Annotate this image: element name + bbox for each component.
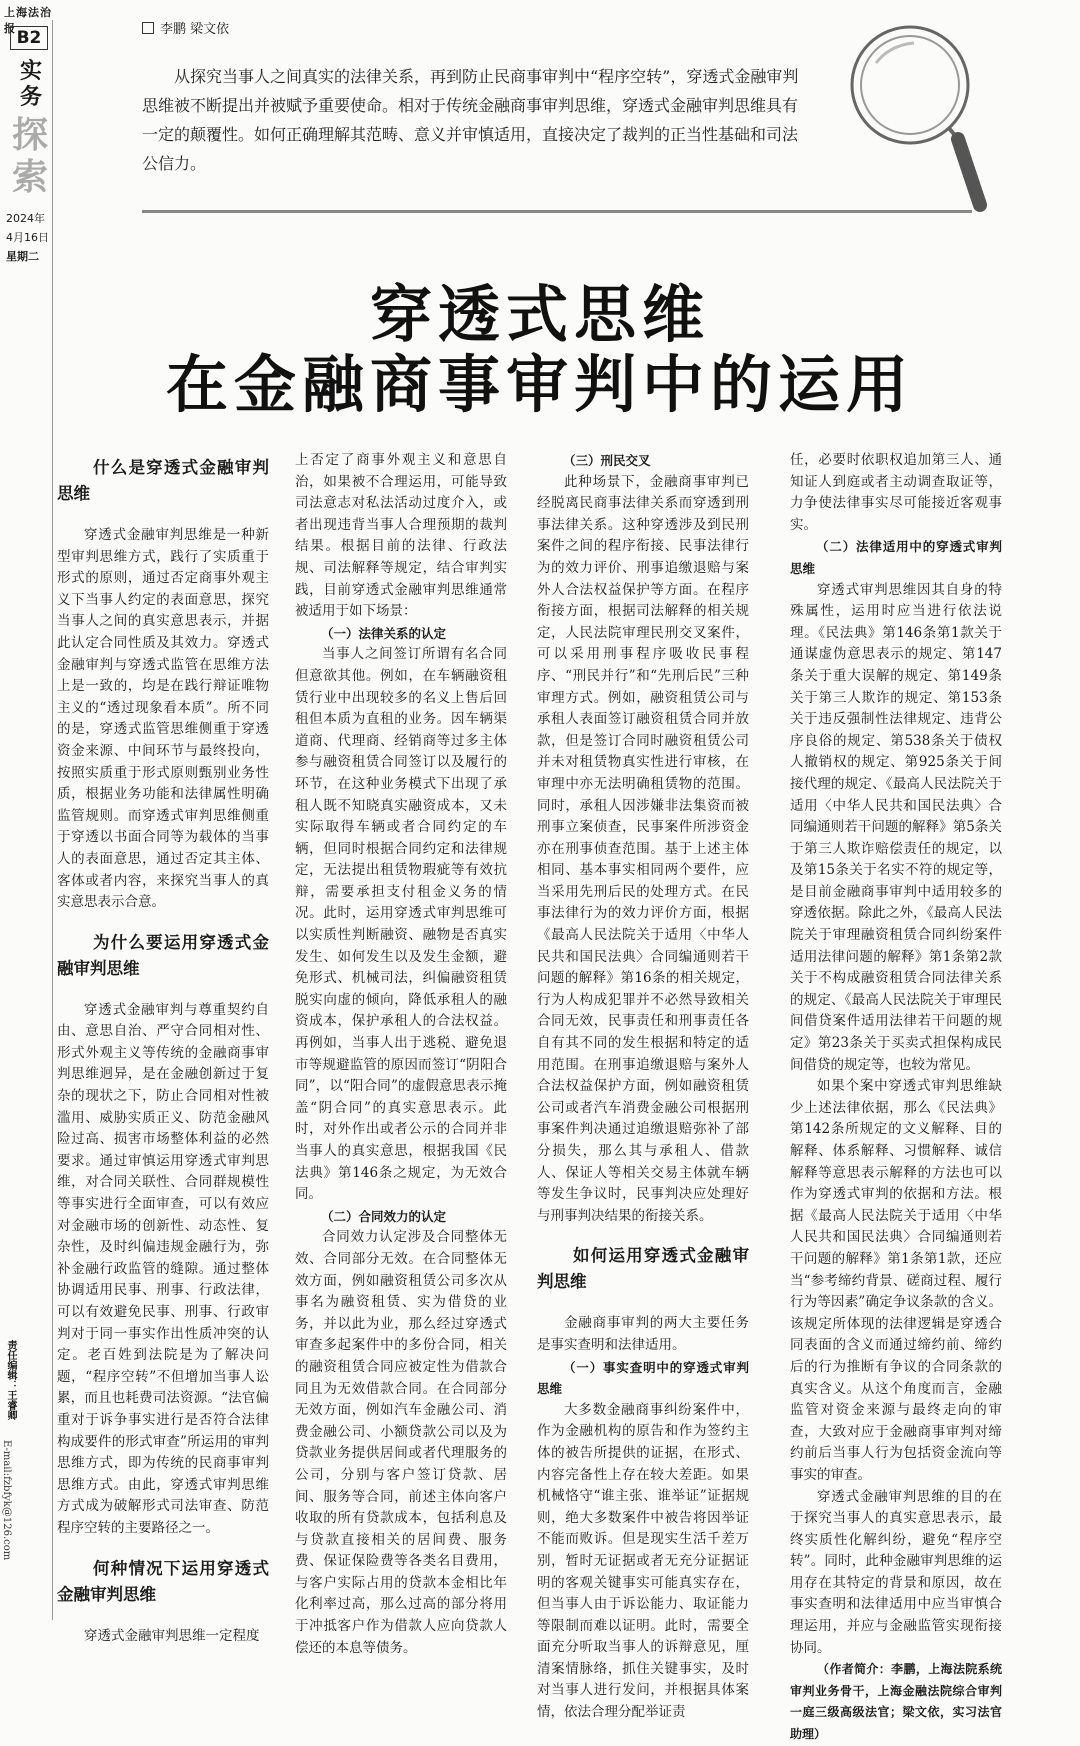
headline-line1: 穿透式思维 <box>369 278 710 351</box>
column-2 <box>295 450 507 1659</box>
rail-divider <box>52 20 53 1620</box>
paragraph: 此种场景下，金融商事审判已经脱离民商事法律关系而穿透到刑事法律关系。这种穿透涉及到民刑案件之间的程序衔接、民事法律行为的效力评价、刑事追缴退赔与案外人合法权益保护等方面。在程序衔接方面，根据司法解释的相关规定，人民法院审理民刑交叉案件，可以采用刑事程序吸收民事程序、“刑民并行”和“先刑后民”三种审理方式。例如，融资租赁公司与承租人表面签订融资租赁合同并放款，但是签订合同时融资租赁公司并未对租赁物真实性进行审核，在审理中亦无法明确租赁物的范围。同时，承租人因涉嫌非法集资而被刑事立案侦查，民事案件所涉资金亦在刑事侦查范围。基于上述主体相同、基本事实相同两个要件，应当采用先刑后民的处理方式。在民事法律行为的效力评价方面，根据《最高人民法院关于适用〈中华人民共和国民法典〉合同编通则若干问题的解释》第16条的相关规定，行为人构成犯罪并不必然导致相关合同无效，民事责任和刑事责任各自有其不同的发生根据和特定的适用范围。在刑事追缴退赔与案外人合法权益保护方面，例如融资租赁公司或者汽车消费金融公司根据刑事案件判决通过追缴退赔弥补了部分损失，那么其与承租人、借款人、保证人等相关交易主体就车辆等发生争议时，民事判决应处理好与刑事判决结果的衔接关系。 <box>537 473 749 1224</box>
author-bio: （作者简介：李鹏，上海法院系统审判业务骨干，上海金融法院综合审判一庭三级高级法官；梁文依，实习法官助理） <box>790 1662 1002 1742</box>
masthead: 上海法治报 <box>4 6 52 35</box>
paragraph: 穿透式金融审判与尊重契约自由、意思自治、严守合同相对性、形式外观主义等传统的金融商事审判思维迥异，是在金融创新过于复杂的现状之下，防止合同相对性被滥用、威胁实质正义、防范金融风险过高、损害市场整体利益的必然要求。通过审慎运用穿透式审判思维，对合同关联性、合同群规模性等事实进行全面审查，可以有效应对金融市场的创新性、动态性、复杂性，及时纠偏违规金融行为，弥补金融行政监管的缝隙。通过整体协调适用民事、刑事、行政法律，可以有效避免民事、刑事、行政审判对于同一事实作出性质冲突的认定。老百姓到法院是为了解决问题，“程序空转”不但增加当事人讼累，而且也耗费司法资源。“法官偏重对于诉争事实进行是否符合法律构成要件的形式审查”所运用的审判思维方式，即为传统的民商事审判思维方式。由此，穿透式审判思维方式成为破解形式司法审查、防范程序空转的主要路径之一。 <box>57 1001 269 1536</box>
section-label: 实务 <box>20 58 43 110</box>
paragraph: 当事人之间签订所谓有名合同但意欲其他。例如，在车辆融资租赁行业中出现较多的名义上售后回租但本质为直租的业务。因车辆渠道商、代理商、经销商等过多主体参与融资租赁合同签订以及履行的环节，在这种业务模式下出现了承租人既不知晓真实融资成本，又未实际取得车辆或者合同约定的车辆，但同时根据合同约定和法律规定，无法提出租赁物瑕疵等有效抗辩，需要承担支付租金义务的情况。此时，运用穿透式审判思维可以实质性判断融资、融物是否真实发生、如何发生以及发生金额，避免形式、机械司法，纠偏融资租赁脱实向虚的倾向，降低承租人的融资成本，保护承租人的合法权益。再例如，当事人出于逃税、避免退市等规避监管的原因而签订“阴阳合同”，以“阳合同”的虚假意思表示掩盖“阴合同”的真实意思表示。此时，对外作出或者公示的合同并非当事人的真实意思，根据我国《民法典》第146条之规定，为无效合同。 <box>295 646 507 1203</box>
paragraph: 如果个案中穿透式审判思维缺少上述法律依据，那么《民法典》第142条所规定的文义解释、目的解释、体系解释、习惯解释、诚信解释等意思表示解释的方法也可以作为穿透式审判的依据和方法。根据《最高人民法院关于适用〈中华人民共和国民法典〉合同编通则若干问题的解释》第1条第1款，还应当“参考缔约背景、磋商过程、履行行为等因素”确定争议条款的含义。该规定所体现的法律逻辑是穿透合同表面的含义而通过缔约前、缔约后的行为推断有争议的合同条款的真实含义。从这个角度而言，金融监管对资金来源与最终走向的审查，大致对应于金融商事审判对缔约前后当事人行为包括资金流向等事实的审查。 <box>790 1078 1002 1483</box>
paragraph: 任，必要时依职权追加第三人、通知证人到庭或者主动调查取证等，力争使法律事实尽可能接近客观事实。 <box>790 452 1002 533</box>
subsection-heading: （一）事实查明中的穿透式审判思维 <box>537 1359 749 1397</box>
date-weekday: 星期二 <box>6 250 39 263</box>
date-day: 4月16日 <box>6 231 49 244</box>
section-heading: 何种情况下运用穿透式金融审判思维 <box>57 1558 269 1604</box>
paragraph: 穿透式金融审判思维的目的在于探究当事人的真实意思表示，最终实质性化解纠纷，避免“程序空转”。同时，此种金融审判思维的运用存在其特定的背景和原因，故在事实查明和法律适用中应当审慎合理运用，并应与金融监管实现衔接协同。 <box>790 1488 1002 1656</box>
page-number: B2 <box>10 26 48 50</box>
magnifier-icon <box>830 15 990 215</box>
subsection-heading: （一）法律关系的认定 <box>321 625 447 641</box>
paragraph: 合同效力认定涉及合同整体无效、合同部分无效。在合同整体无效方面，例如融资租赁公司多次从事名为融资租赁、实为借贷的业务，并以此为业，那么经过穿透式审查多起案件中的多份合同，相关的融资租赁合同应被定性为借款合同且为无效借款合同。在合同部分无效方面，例如汽车金融公司、消费金融公司、小额贷款公司以及为贷款业务提供居间或者代理服务的公司，分别与客户签订贷款、居间、服务等合同，前述主体向客户收取的所有贷款成本，包括利息及与贷款直接相关的居间费、服务费、保证保险费等各类名目费用，与客户实际占用的贷款本金相比年化利率过高，那么过高的部分将用于冲抵客户作为借款人应向贷款人偿还的本息等债务。 <box>295 1229 507 1656</box>
column-3 <box>537 450 749 1724</box>
column-4 <box>790 450 1002 1746</box>
paragraph: 穿透式金融审判思维是一种新型审判思维方式，践行了实质重于形式的原则，通过否定商事外观主义下当事人约定的表面意思，探究当事人之间的真实意思表示，并据此认定合同性质及其效力。穿透式金融审判与穿透式监管在思维方法上是一致的，均是在践行辩证唯物主义的“透过现象看本质”。所不同的是，穿透式监管思维侧重于穿透资金来源、中间环节与最终投向，按照实质重于形式原则甄别业务性质，根据业务功能和法律属性明确监管规则。而穿透式审判思维侧重于穿透以书面合同等为载体的当事人的表面意思，通过否定其主体、客体或者内容，来探究当事人的真实意思表示合意。 <box>57 527 269 911</box>
subsection-heading: （三）刑民交叉 <box>563 453 651 468</box>
paragraph: 大多数金融商事纠纷案件中，作为金融机构的原告和作为签约主体的被告所提供的证据，在形式、内容完备性上存在较大差距。如果机械恪守“谁主张、谁举证”证据规则，绝大多数案件中被告将因举证不能而败诉。但是现实生活千差万别，暂时无证据或者无充分证据证明的客观关键事实可能真实存在，但当事人由于诉讼能力、取证能力等限制而难以证明。此时，需要全面充分听取当事人的诉辩意见，厘清案情脉络，抓住关键事实，及时对当事人进行发问，并根据具体案情，依法合理分配举证责 <box>537 1401 749 1721</box>
byline <box>142 18 229 37</box>
paragraph: 上否定了商事外观主义和意思自治，如果被不合理运用，可能导致司法意志对私法活动过度介入，或者出现违背当事人合理预期的裁判结果。根据目前的法律、行政法规、司法解释等规定，结合审判实践，目前穿透式金融审判思维通常被适用于如下场景： <box>295 452 507 620</box>
paragraph: 穿透式审判思维因其自身的特殊属性，运用时应当进行依法说理。《民法典》第146条第1款关于通谋虚伪意思表示的规定、第147条关于重大误解的规定、第149条关于第三人欺诈的规定、第153条关于违反强制性法律规定、违背公序良俗的规定、第538条关于债权人撤销权的规定、第925条关于间接代理的规定、《最高人民法院关于适用〈中华人民共和国民法典〉合同编通则若干问题的解释》第5条关于第三人欺诈赔偿责任的规定，以及第15条关于名实不符的规定等，是目前金融商事审判中适用较多的穿透依据。除此之外，《最高人民法院关于审理融资租赁合同纠纷案件适用法律问题的解释》第1条第2款关于不构成融资租赁合同法律关系的规定、《最高人民法院关于审理民间借贷案件适用法律若干问题的规定》第23条关于买卖式担保构成民间借贷的规定等，也较为常见。 <box>790 581 1002 1073</box>
subsection-heading: （二）合同效力的认定 <box>321 1208 447 1224</box>
lede-paragraph: 从探究当事人之间真实的法律关系，再到防止民商事审判中“程序空转”，穿透式金融审判思维被不断提出并被赋予重要使命。相对于传统金融商事审判思维，穿透式金融审判思维具有一定的颠覆性。如何正确理解其范畴、意义并审慎适用，直接决定了裁判的正当性基础和司法公信力。 <box>142 67 799 173</box>
editor-email: E-mail:fzbfyk@126.com <box>1 1440 12 1561</box>
paragraph: 穿透式金融审判思维一定程度 <box>84 1627 260 1644</box>
section-heading: 为什么要运用穿透式金融审判思维 <box>57 932 269 978</box>
byline-authors: 李鹏 梁文依 <box>160 22 230 37</box>
paragraph: 金融商事审判的两大主要任务是事实查明和法律适用。 <box>537 1315 749 1353</box>
section-heading: 如何运用穿透式金融审判思维 <box>537 1246 749 1292</box>
byline-box-icon <box>142 22 154 34</box>
column-1 <box>57 455 269 1647</box>
headline-line2: 在金融商事审判中的运用 <box>165 348 914 421</box>
section-heading: 什么是穿透式金融审判思维 <box>57 458 269 503</box>
editor-credit: 责任编辑：王睿卿 <box>5 1340 16 1420</box>
section-label-large: 探索 <box>11 114 48 198</box>
date-year: 2024年 <box>6 212 45 225</box>
subsection-heading: （二）法律适用中的穿透式审判思维 <box>790 539 1002 576</box>
